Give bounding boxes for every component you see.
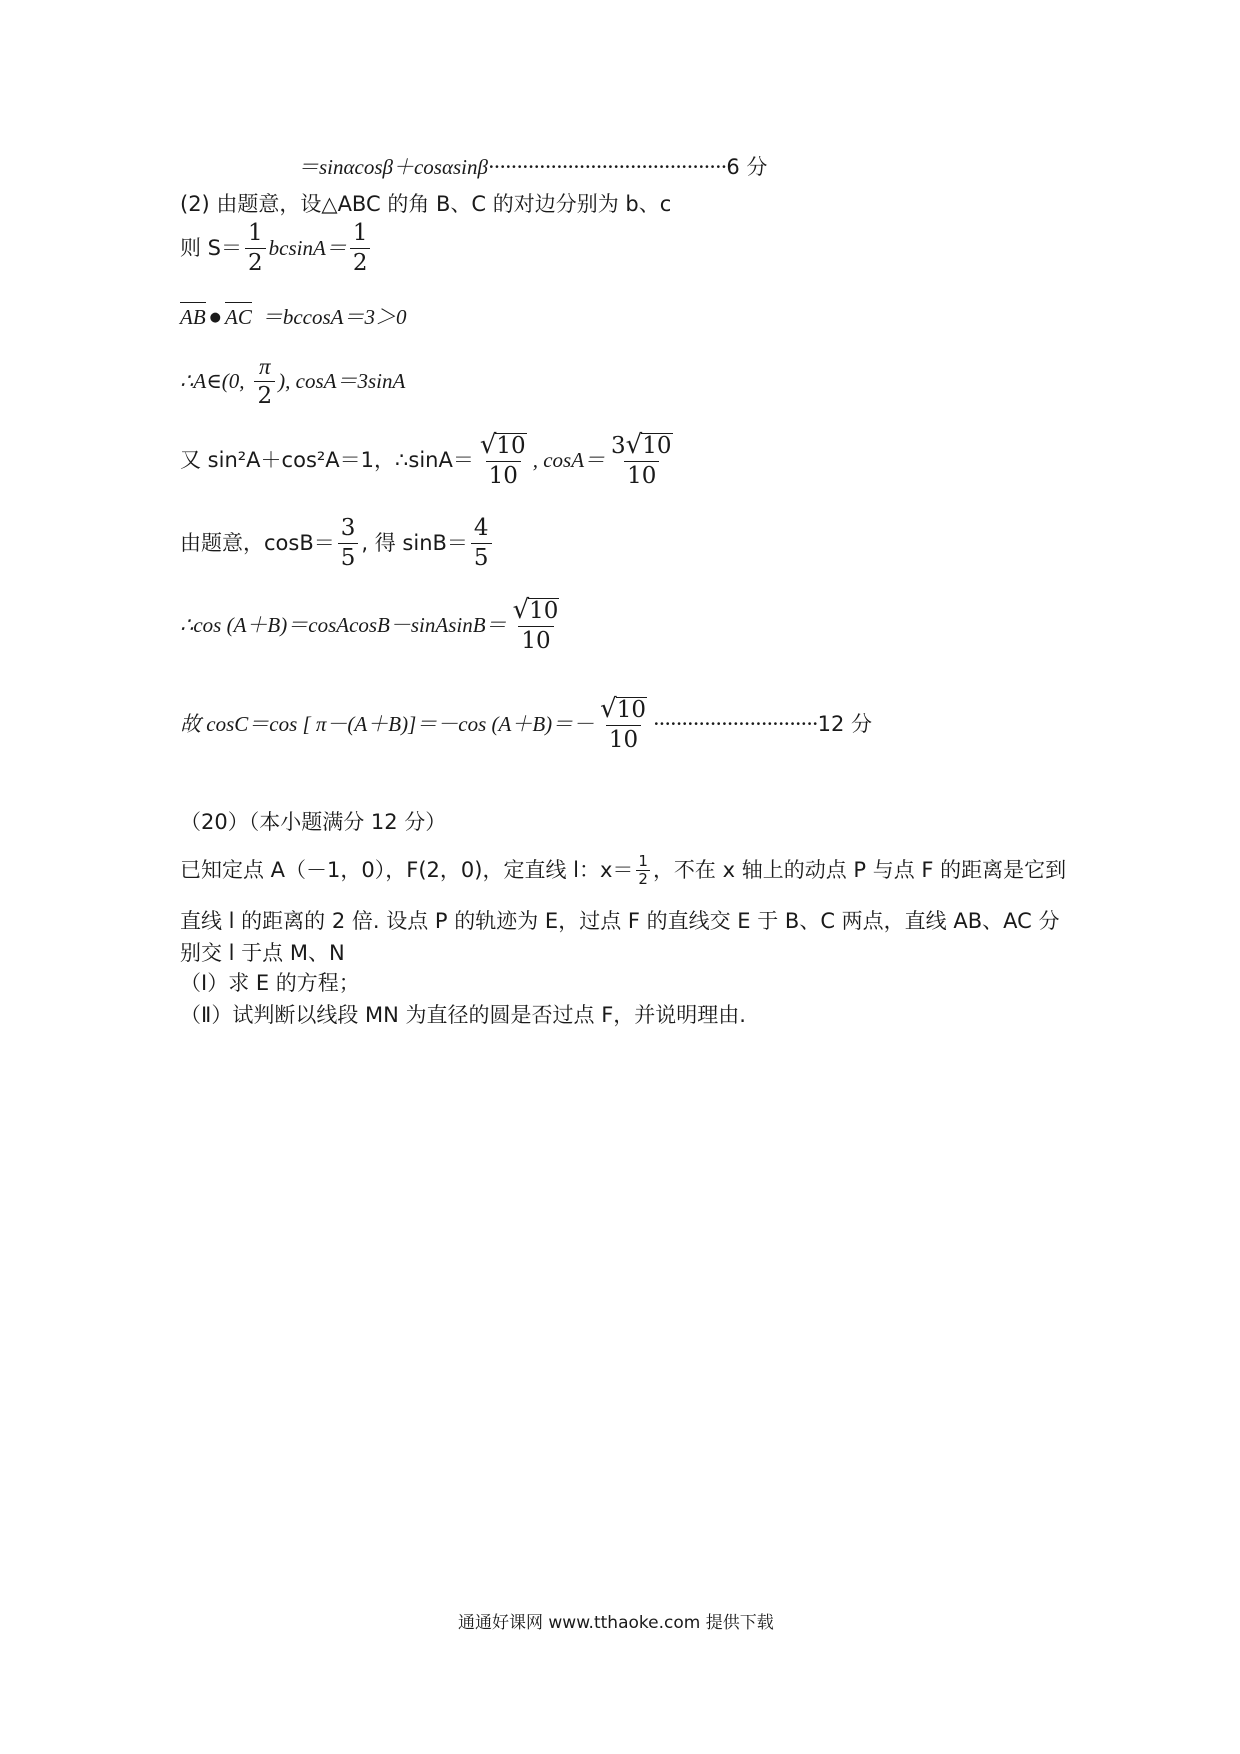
line-sum-formula <box>298 157 767 178</box>
dot-product-rest: ＝bccosA＝3＞0 <box>261 305 407 329</box>
problem-20-heading: （20）（本小题满分 12 分） <box>180 810 447 834</box>
leader-dots: ····························· <box>653 711 818 736</box>
fraction-one-half <box>636 853 650 888</box>
score-label: 6 分 <box>726 155 768 179</box>
fraction-numerator: 1 <box>352 220 368 246</box>
cos-c-equation <box>180 696 872 752</box>
coefficient: 3 <box>611 433 626 459</box>
fraction-three-fifths <box>338 517 359 570</box>
vector-ab: AB <box>180 305 206 329</box>
fraction-pi-half <box>254 355 275 408</box>
part2-intro: (2) 由题意，设△ABC 的角 B、C 的对边分别为 b、c <box>180 192 672 216</box>
fraction-denominator: 10 <box>486 461 521 488</box>
radicand: 10 <box>496 433 526 459</box>
fraction-numerator: π <box>259 354 271 379</box>
fraction-sqrt10-over-10 <box>510 597 563 653</box>
fraction-denominator: 5 <box>471 543 492 570</box>
area-prefix: 则 S＝ <box>180 236 243 260</box>
score-label: 12 分 <box>817 711 872 736</box>
fraction-numerator <box>510 597 563 626</box>
dot-operator: ● <box>209 310 221 325</box>
sin-cos-a-prefix: 又 sin²A＋cos²A＝1，∴sinA＝ <box>180 447 474 472</box>
angle-range-prefix: ∴A∈(0, <box>180 369 245 393</box>
area-mid: bcsinA＝ <box>268 236 347 260</box>
fraction-sqrt10-over-10 <box>477 432 530 488</box>
fraction-half <box>350 222 371 275</box>
problem-20-line-3: 别交 l 于点 M、N <box>180 941 345 965</box>
fraction-sqrt10-over-10 <box>597 696 650 752</box>
fraction-numerator: 4 <box>473 515 489 541</box>
sqrt <box>480 432 527 458</box>
radicand: 10 <box>642 433 672 459</box>
fraction-numerator <box>608 432 676 461</box>
dot-product-equation <box>180 307 407 328</box>
sum-formula-expr: ＝sinαcosβ＋cosαsinβ <box>298 155 488 179</box>
fraction-half <box>245 222 266 275</box>
fraction-denominator: 10 <box>624 461 659 488</box>
problem-20-line-1-suffix: ，不在 x 轴上的动点 P 与点 F 的距离是它到 <box>652 858 1067 882</box>
angle-range-equation <box>180 355 405 408</box>
fraction-denominator: 2 <box>245 248 266 275</box>
cos-c-prefix: 故 cosC＝cos [ π－(A＋B)]＝－cos (A＋B)＝－ <box>180 711 595 736</box>
problem-20-line-1 <box>180 853 1066 888</box>
problem-20-line-2: 直线 l 的距离的 2 倍. 设点 P 的轨迹为 E，过点 F 的直线交 E 于 B、C 两点，直线 AB、AC 分 <box>180 909 1060 933</box>
radical-sign: √ <box>512 595 530 625</box>
fraction-denominator: 2 <box>254 381 275 408</box>
radicand: 10 <box>529 598 559 624</box>
fraction-denominator: 5 <box>338 543 359 570</box>
footer-credit: 通通好课网 www.tthaoke.com 提供下载 <box>458 1613 774 1633</box>
question-1: （Ⅰ）求 E 的方程； <box>180 971 360 995</box>
sqrt <box>513 597 560 623</box>
fraction-numerator <box>597 696 650 725</box>
cos-b-equation <box>180 517 495 570</box>
sqrt <box>600 696 647 722</box>
cos-sum-prefix: ∴cos (A＋B)＝cosAcosB－sinAsinB＝ <box>180 612 507 637</box>
fraction-numerator: 1 <box>248 220 263 246</box>
fraction-four-fifths <box>471 517 492 570</box>
problem-20-line-1-prefix: 已知定点 A（－1，0），F(2，0)，定直线 l：x＝ <box>180 858 634 882</box>
fraction-3sqrt10-over-10 <box>608 432 676 488</box>
fraction-denominator: 2 <box>638 870 648 888</box>
sin-cos-a-mid: , cosA＝ <box>532 447 606 472</box>
radicand: 10 <box>616 697 646 723</box>
fraction-denominator: 10 <box>606 725 641 752</box>
vector-ac: AC <box>225 305 252 329</box>
fraction-numerator: 3 <box>340 515 356 541</box>
radical-sign: √ <box>479 430 497 460</box>
cos-b-mid: , 得 sinB＝ <box>361 531 468 555</box>
sqrt <box>626 432 673 458</box>
cos-b-prefix: 由题意，cosB＝ <box>180 531 335 555</box>
sin-cos-a-equation <box>180 432 679 488</box>
leader-dots: ·········································· <box>487 155 727 179</box>
area-equation <box>180 222 373 275</box>
cos-sum-equation <box>180 597 565 653</box>
question-2: （Ⅱ）试判断以线段 MN 为直径的圆是否过点 F，并说明理由. <box>180 1003 746 1027</box>
fraction-numerator <box>477 432 530 461</box>
fraction-denominator: 10 <box>518 626 553 653</box>
angle-range-rest: ), cosA＝3sinA <box>278 369 406 393</box>
fraction-numerator: 1 <box>638 852 648 870</box>
radical-sign: √ <box>625 430 643 460</box>
radical-sign: √ <box>600 694 617 724</box>
fraction-denominator: 2 <box>350 248 371 275</box>
